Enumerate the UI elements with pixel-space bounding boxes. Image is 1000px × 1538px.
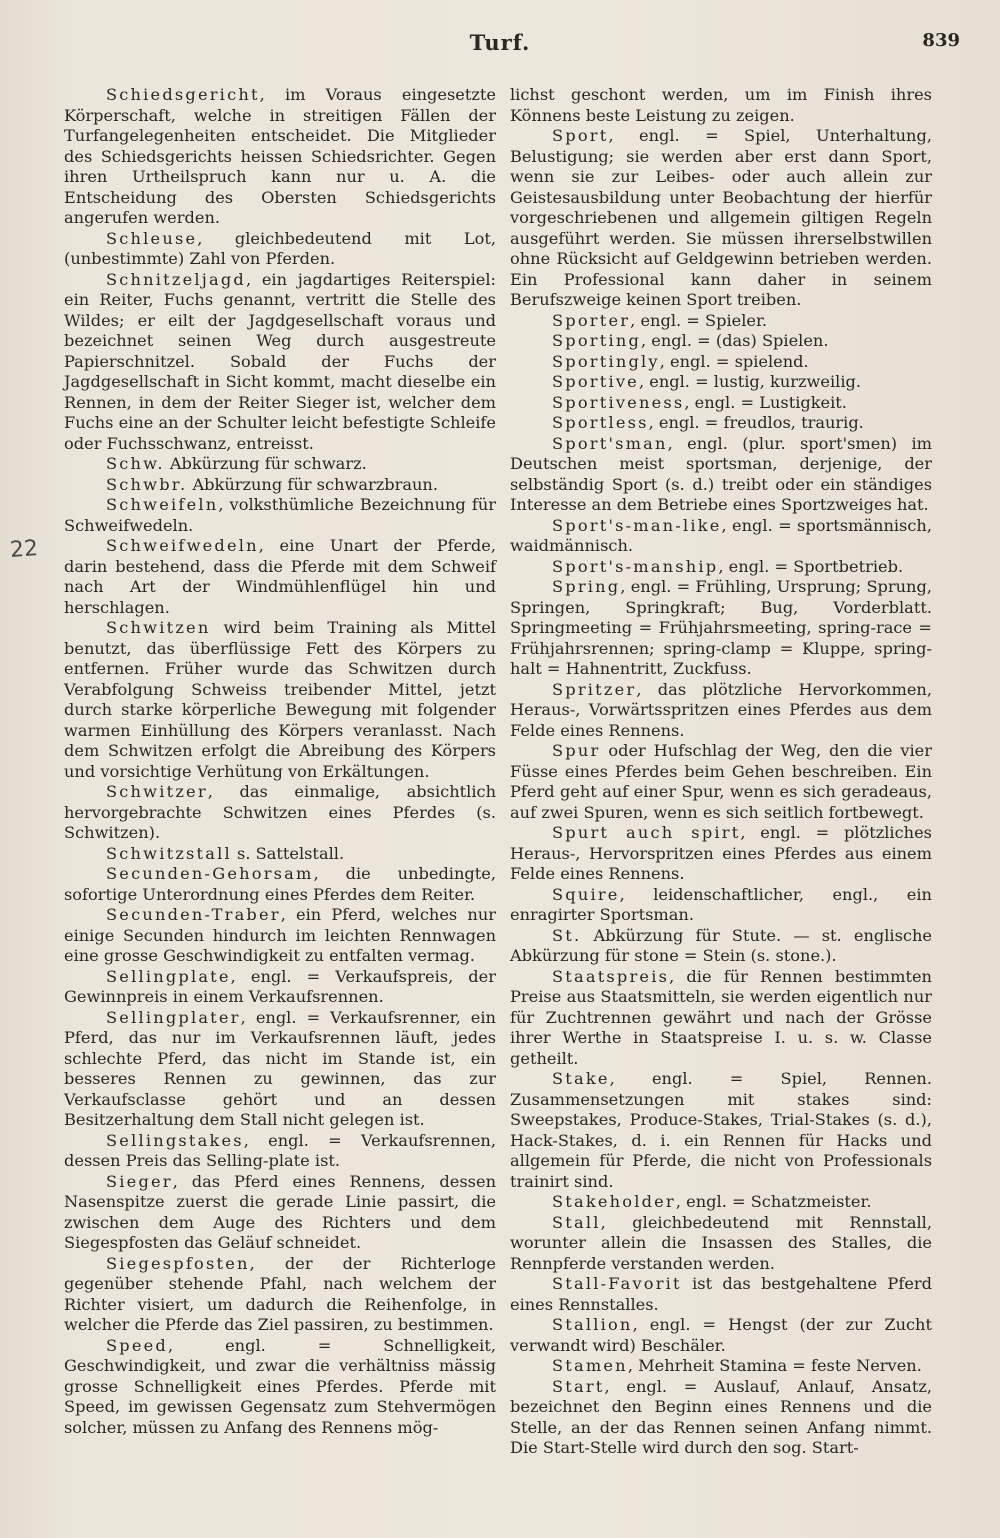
dictionary-entry xyxy=(510,516,932,557)
dictionary-entry xyxy=(510,413,932,434)
entry-term: Spritzer xyxy=(552,679,637,699)
dictionary-entry xyxy=(510,926,932,967)
entry-definition: , engl. = Auslauf, Anlauf, Ansatz, bezeichnet den Beginn eines Rennens und die Stelle, an der das Rennen seinen Anfang nimmt. Die Start-Stelle wird durch den sog. Start- xyxy=(510,1376,932,1457)
entry-definition: , volksthümliche Bezeichnung für Schweifwedeln. xyxy=(64,495,496,535)
entry-term: Stall xyxy=(552,1212,601,1232)
dictionary-entry xyxy=(64,536,496,618)
entry-definition: , engl. = Spieler. xyxy=(630,310,768,330)
entry-term: Sieger xyxy=(106,1171,173,1191)
entry-definition: , engl. = lustig, kurzweilig. xyxy=(638,372,862,391)
entry-definition: , ein Pferd, welches nur einige Secunden hindurch im leichten Rennwagen eine grosse Geschwindigkeit zu entfalten vermag. xyxy=(64,905,496,965)
entry-definition: , die für Rennen bestimmten Preise aus Staatsmitteln, sie werden eigentlich nur für Zuchtrennen gewährt und nach der Grösse ihrer Werthe in Staatspreise I. u. s. w. Classe getheilt. xyxy=(510,966,932,1068)
entry-term: Sellingplater xyxy=(106,1007,241,1027)
dictionary-entry xyxy=(64,1008,496,1131)
entry-term: Sport's-man-like xyxy=(552,515,722,535)
entry-definition: , das einmalige, absichtlich hervorgebrachte Schwitzen eines Pferdes (s. Schwitzen). xyxy=(64,782,496,842)
running-head: Turf. xyxy=(469,30,531,55)
entry-term: Schiedsgericht xyxy=(106,85,260,104)
entry-term: Sellingstakes xyxy=(106,1130,244,1150)
entry-term: Schw. xyxy=(106,454,165,473)
dictionary-entry xyxy=(64,475,496,496)
entry-definition: , engl. = Lustigkeit. xyxy=(684,392,847,412)
entry-definition: , leidenschaftlicher, engl., ein enragirter Sportsman. xyxy=(510,884,932,924)
left-column xyxy=(64,85,496,1438)
entry-definition: ist das bestgehaltene Pferd eines Rennstalles. xyxy=(510,1274,932,1314)
entry-term: Schweifeln xyxy=(106,495,219,514)
entry-term: Sporting xyxy=(552,331,642,350)
entry-term: Siegespfosten xyxy=(106,1253,250,1273)
dictionary-entry xyxy=(64,454,496,475)
entry-definition: , engl. = Verkaufsrenner, ein Pferd, das nur im Verkaufsrennen läuft, jedes schlechte Pferd, das nicht im Stande ist, ein besseres Rennen zu gewinnen, das zur Verkaufsclasse gehört und an dessen Besitzerhaltung dem Stall nicht gelegen ist. xyxy=(64,1007,496,1129)
entry-definition: , engl. = sportsmännisch, waidmännisch. xyxy=(510,515,932,555)
entry-term: Schweifwedeln xyxy=(106,536,259,555)
entry-definition: , engl. (plur. sport'smen) im Deutschen meist sportsman, derjenige, der selbständig Sport (s. d.) treibt oder ein ständiges Interesse an dem Betriebe eines Sportzweiges hat. xyxy=(510,433,932,514)
entry-term: Stall-Favorit xyxy=(552,1274,682,1293)
entry-term: Sellingplate xyxy=(106,966,231,986)
dictionary-entry xyxy=(64,270,496,455)
dictionary-entry xyxy=(510,1377,932,1459)
entry-definition: , engl. = plötzliches Heraus-, Hervorspritzen eines Pferdes aus einem Felde eines Rennens. xyxy=(510,823,932,883)
entry-definition: , engl. = Sportbetrieb. xyxy=(718,556,904,576)
entry-term: Schwbr. xyxy=(106,474,188,494)
dictionary-entry xyxy=(510,393,932,414)
entry-term: Schwitzstall xyxy=(106,843,232,863)
entry-term: Sport's-manship xyxy=(552,556,719,576)
entry-definition: oder Hufschlag der Weg, den die vier Füsse eines Pferdes beim Gehen beschreiben. Ein Pferd geht auf einer Spur, wenn es sich geradeaus, auf zwei Spuren, wenn es sich seitlich fortbewegt. xyxy=(510,741,932,822)
entry-definition: , engl. = spielend. xyxy=(659,351,809,371)
entry-term: Speed xyxy=(106,1335,168,1355)
entry-definition: , engl. = Verkaufspreis, der Gewinnpreis in einem Verkaufsrennen. xyxy=(64,966,496,1006)
entry-definition: , gleichbedeutend mit Rennstall, worunter allein die Insassen des Stalles, die Rennpferde verstanden werden. xyxy=(510,1212,932,1273)
entry-definition: , der der Richterloge gegenüber stehende Pfahl, nach welchem der Richter visiert, um dadurch die Reihenfolge, in welcher die Pferde das Ziel passiren, zu bestimmen. xyxy=(64,1253,496,1334)
entry-term: Spring xyxy=(552,577,621,596)
dictionary-entry xyxy=(510,352,932,373)
dictionary-entry xyxy=(64,1172,496,1254)
entry-definition: Abkürzung für Stute. — st. englische Abkürzung für stone = Stein (s. stone.). xyxy=(510,925,932,965)
entry-term: Sportless xyxy=(552,413,649,432)
dictionary-entry xyxy=(510,331,932,352)
entry-definition: , engl. = Verkaufsrennen, dessen Preis das Selling-plate ist. xyxy=(64,1130,496,1170)
entry-term: Spur xyxy=(552,741,601,760)
entry-definition: , gleichbedeutend mit Lot, (unbestimmte) Zahl von Pferden. xyxy=(64,228,496,268)
dictionary-entry xyxy=(510,885,932,926)
entry-definition: , das plötzliche Hervorkommen, Heraus-, Vorwärtsspritzen eines Pferdes aus dem Felde eines Rennens. xyxy=(510,679,932,740)
entry-definition: , ein jagdartiges Reiterspiel: ein Reiter, Fuchs genannt, vertritt die Stelle des Wildes; er eilt der Jagdgesellschaft voraus und bezeichnet seinen Weg durch ausgestreute Papierschnitzel. Sobald der Fuchs der Jagdgesellschaft in Sicht kommt, macht dieselbe ein Rennen, in dem der Reiter Sieger ist, welcher dem Fuchs eine an der Schulter leicht befestigte Schleife oder Fuchsschwanz, entreisst. xyxy=(64,269,496,453)
dictionary-entry xyxy=(510,434,932,516)
dictionary-entry xyxy=(510,311,932,332)
entry-definition: , engl. = Frühling, Ursprung; Sprung, Springen, Springkraft; Bug, Vorderblatt. Springmeeting = Frühjahrsmeeting, spring-race = Frühjahrsrennen; spring-clamp = Kluppe, spring-halt = Hahnentritt, Zuckfuss. xyxy=(510,577,932,678)
entry-term: Sportiveness xyxy=(552,392,685,412)
entry-term: Start xyxy=(552,1376,605,1396)
dictionary-entry xyxy=(510,823,932,885)
dictionary-entry xyxy=(510,1274,932,1315)
dictionary-entry xyxy=(64,495,496,536)
page-number: 839 xyxy=(922,30,960,51)
dictionary-entry xyxy=(510,1069,932,1192)
dictionary-entry xyxy=(510,1356,932,1377)
entry-definition: , das Pferd eines Rennens, dessen Nasenspitze zuerst die gerade Linie passirt, die zwischen dem Auge des Richters und dem Siegespfosten das Geläuf schneidet. xyxy=(64,1171,496,1252)
dictionary-entry xyxy=(510,85,932,126)
entry-term: Schnitzeljagd xyxy=(106,269,246,289)
entry-term: Stallion xyxy=(552,1315,633,1334)
dictionary-entry xyxy=(64,1131,496,1172)
entry-definition: , engl. = Spiel, Unterhaltung, Belustigung; sie werden aber erst dann Sport, wenn sie zur Leibes- oder auch allein zur Geistesausbildung unter Beobachtung der hierfür vorgeschriebenen und allgemein giltigen Regeln ausgeführt werden. Sie müssen ihrerselbstwillen ohne Rücksicht auf Geldgewinn betrieben werden. Ein Professional kann daher in seinem Berufszweige keinen Sport treiben. xyxy=(510,126,932,309)
entry-definition: , engl. = (das) Spielen. xyxy=(641,331,829,350)
entry-definition: s. Sattelstall. xyxy=(231,843,345,863)
entry-term: Stakeholder xyxy=(552,1192,676,1211)
dictionary-entry xyxy=(510,1315,932,1356)
dictionary-entry xyxy=(510,126,932,311)
entry-definition: Abkürzung für schwarz. xyxy=(164,454,367,473)
entry-definition: , engl. = Hengst (der zur Zucht verwandt wird) Beschäler. xyxy=(510,1315,932,1355)
dictionary-entry xyxy=(64,864,496,905)
dictionary-entry xyxy=(510,741,932,823)
entry-term: Secunden-Traber xyxy=(106,905,281,924)
entry-term: Sport xyxy=(552,126,609,145)
entry-definition: wird beim Training als Mittel benutzt, das überflüssige Fett des Körpers zu entfernen. Früher wurde das Schwitzen durch Verabfolgung Schweiss treibender Mittel, jetzt durch starke körperliche Bewegung mit folgender warmen Einhüllung des Körpers veranlasst. Nach dem Schwitzen erfolgt die Abreibung des Körpers und vorsichtige Verhütung von Erkältungen. xyxy=(64,618,496,781)
entry-definition: , Mehrheit Stamina = feste Nerven. xyxy=(627,1356,922,1375)
dictionary-entry xyxy=(510,557,932,578)
dictionary-entry xyxy=(64,229,496,270)
entry-definition: , im Voraus eingesetzte Körperschaft, welche in streitigen Fällen der Turfangelegenheiten entscheidet. Die Mitglieder des Schiedsgerichts heissen Schiedsrichter. Gegen ihren Urtheilspruch kann nur u. A. die Entscheidung des Obersten Schiedsgerichts angerufen werden. xyxy=(64,85,496,227)
entry-definition: , engl. = Schnelligkeit, Geschwindigkeit, und zwar die verhältniss mässig grosse Schnelligkeit eines Pferdes. Pferde mit Speed, im gewissen Gegensatz zum Stehvermögen solcher, müssen zu Anfang des Rennens mög- xyxy=(64,1335,496,1437)
dictionary-entry xyxy=(510,372,932,393)
entry-definition: , eine Unart der Pferde, darin bestehend, dass die Pferde mit dem Schweif nach Art der Windmühlenflügel hin und herschlagen. xyxy=(64,536,496,617)
entry-definition: , die unbedingte, sofortige Unterordnung eines Pferdes dem Reiter. xyxy=(64,864,496,904)
dictionary-entry xyxy=(510,967,932,1070)
right-column xyxy=(510,85,932,1459)
entry-term: Secunden-Gehorsam xyxy=(106,864,314,883)
entry-term: Sport'sman xyxy=(552,433,668,453)
entry-definition: , engl. = Spiel, Rennen. Zusammensetzungen mit stakes sind: Sweepstakes, Produce-Stakes, Trial-Stakes (s. d.), Hack-Stakes, d. i. ein Rennen für Hacks und allgemein für Pferde, die nicht von Professionals trainirt sind. xyxy=(510,1069,932,1191)
dictionary-entry xyxy=(64,85,496,229)
entry-definition: Abkürzung für schwarzbraun. xyxy=(187,474,438,494)
entry-definition: , engl. = Schatzmeister. xyxy=(675,1192,872,1211)
dictionary-entry xyxy=(510,1192,932,1213)
entry-term: Sporter xyxy=(552,310,631,330)
dictionary-entry xyxy=(64,618,496,782)
entry-term: Schwitzer xyxy=(106,782,208,801)
entry-term: Stake xyxy=(552,1069,610,1088)
entry-term: Squire xyxy=(552,884,620,904)
entry-term: St. xyxy=(552,925,582,945)
entry-definition: , engl. = freudlos, traurig. xyxy=(648,413,864,432)
dictionary-entry xyxy=(64,1336,496,1439)
handwritten-margin-note: 22 xyxy=(9,536,39,563)
dictionary-entry xyxy=(64,844,496,865)
dictionary-entry xyxy=(510,1213,932,1275)
entry-term: Sportingly xyxy=(552,351,660,371)
dictionary-entry xyxy=(64,1254,496,1336)
dictionary-entry xyxy=(510,577,932,680)
dictionary-entry xyxy=(64,905,496,967)
dictionary-entry xyxy=(64,782,496,844)
entry-term: Schleuse xyxy=(106,228,198,248)
entry-term: Staatspreis xyxy=(552,966,670,986)
entry-term: Sportive xyxy=(552,372,639,391)
entry-definition: lichst geschont werden, um im Finish ihres Könnens beste Leistung zu zeigen. xyxy=(510,85,932,125)
dictionary-entry xyxy=(510,680,932,742)
entry-term: Schwitzen xyxy=(106,618,211,637)
entry-term: Stamen xyxy=(552,1356,628,1375)
entry-term: Spurt auch spirt xyxy=(552,823,741,842)
dictionary-entry xyxy=(64,967,496,1008)
